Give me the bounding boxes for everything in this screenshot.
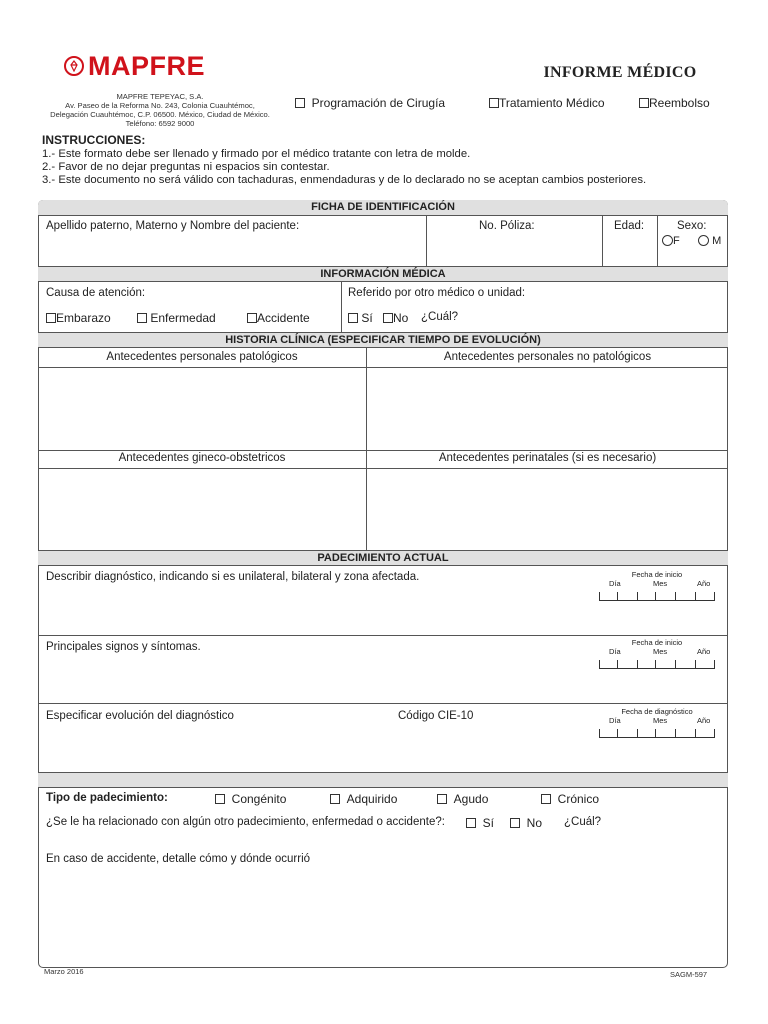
tipo-label: Tipo de padecimiento: bbox=[46, 792, 168, 804]
patologicos-label: Antecedentes personales patológicos bbox=[106, 351, 298, 363]
checkbox[interactable] bbox=[639, 98, 649, 108]
sex-male-option[interactable]: M bbox=[698, 235, 721, 247]
related-question: ¿Se le ha relacionado con algún otro padecimiento, enfermedad o accidente?: bbox=[46, 816, 445, 828]
option-tratamiento[interactable]: Tratamiento Médico bbox=[489, 96, 605, 110]
checkbox[interactable] bbox=[46, 313, 56, 323]
mapfre-logo bbox=[64, 52, 205, 80]
checkbox[interactable] bbox=[466, 818, 476, 828]
checkbox[interactable] bbox=[137, 313, 147, 323]
evolucion-label: Especificar evolución del diagnóstico bbox=[46, 710, 234, 722]
tipo-adquirido[interactable]: Adquirido bbox=[330, 792, 397, 806]
related-cual-label: ¿Cuál? bbox=[564, 816, 602, 828]
referred-cual-label: ¿Cuál? bbox=[421, 311, 459, 323]
related-no[interactable]: No bbox=[510, 816, 542, 830]
accident-detail-label: En caso de accidente, detalle cómo y dónde ocurrió bbox=[46, 853, 311, 865]
company-address: MAPFRE TEPEYAC, S.A. Av. Paseo de la Reforma No. 243, Colonia Cuauhtémoc, Delegación Cuauhtémoc, C.P. 06500. México, Ciudad de México. Teléfono: 6592 9000 bbox=[50, 92, 270, 128]
instructions-heading: INSTRUCCIONES: bbox=[42, 133, 146, 147]
cause-embarazo[interactable]: Embarazo bbox=[46, 311, 111, 325]
fecha-inicio-signos[interactable]: Fecha de inicio Día Mes Año bbox=[597, 638, 717, 674]
age-label: Edad: bbox=[614, 220, 645, 232]
referred-no[interactable]: No bbox=[383, 311, 408, 325]
checkbox[interactable] bbox=[247, 313, 257, 323]
diagnostico-label: Describir diagnóstico, indicando si es unilateral, bilateral y zona afectada. bbox=[46, 571, 420, 583]
padecimiento-header: PADECIMIENTO ACTUAL bbox=[38, 550, 728, 566]
instruction-3: 3.- Este documento no será válido con tachaduras, enmendaduras y de lo declarado no se aceptan cambios posteriores. bbox=[42, 174, 647, 186]
radio-button[interactable] bbox=[698, 235, 709, 246]
checkbox[interactable] bbox=[437, 794, 447, 804]
policy-label: No. Póliza: bbox=[479, 220, 535, 232]
no-patologicos-label: Antecedentes personales no patológicos bbox=[443, 351, 652, 363]
cause-accidente[interactable]: Accidente bbox=[247, 311, 310, 325]
option-reembolso[interactable]: Reembolso bbox=[639, 96, 710, 110]
gineco-label: Antecedentes gineco-obstetricos bbox=[118, 452, 286, 464]
sex-label: Sexo: bbox=[677, 220, 707, 232]
section-separator bbox=[38, 772, 728, 788]
signos-label: Principales signos y síntomas. bbox=[46, 641, 201, 653]
tipo-agudo[interactable]: Agudo bbox=[437, 792, 488, 806]
checkbox[interactable] bbox=[541, 794, 551, 804]
checkbox[interactable] bbox=[510, 818, 520, 828]
checkbox[interactable] bbox=[383, 313, 393, 323]
radio-button[interactable] bbox=[662, 235, 673, 246]
tipo-cronico[interactable]: Crónico bbox=[541, 792, 599, 806]
patient-name-label: Apellido paterno, Materno y Nombre del paciente: bbox=[46, 220, 300, 232]
cause-label: Causa de atención: bbox=[46, 287, 146, 299]
cause-enfermedad[interactable]: Enfermedad bbox=[137, 311, 216, 325]
footer-code: SAGM-597 bbox=[670, 970, 708, 979]
checkbox[interactable] bbox=[348, 313, 358, 323]
ficha-header: FICHA DE IDENTIFICACIÓN bbox=[38, 200, 728, 216]
brand-name: MAPFRE bbox=[88, 51, 205, 81]
instruction-1: 1.- Este formato debe ser llenado y firmado por el médico tratante con letra de molde. bbox=[42, 148, 471, 160]
footer-date: Marzo 2016 bbox=[44, 967, 84, 976]
sex-female-option[interactable]: F bbox=[662, 235, 680, 247]
related-si[interactable]: Sí bbox=[466, 816, 494, 830]
checkbox[interactable] bbox=[295, 98, 305, 108]
referred-label: Referido por otro médico o unidad: bbox=[348, 287, 526, 299]
option-programacion[interactable]: Programación de Cirugía bbox=[295, 96, 445, 110]
fecha-inicio-diagnostico[interactable]: Fecha de inicio Día Mes Año bbox=[597, 570, 717, 606]
fecha-diagnostico[interactable]: Fecha de diagnóstico Día Mes Año bbox=[597, 707, 717, 743]
instruction-2: 2.- Favor de no dejar preguntas ni espacios sin contestar. bbox=[42, 161, 330, 173]
perinatales-label: Antecedentes perinatales (si es necesario) bbox=[438, 452, 657, 464]
mapfre-emblem-icon bbox=[64, 56, 84, 76]
cie-label: Código CIE-10 bbox=[398, 710, 474, 722]
checkbox[interactable] bbox=[489, 98, 499, 108]
referred-si[interactable]: Sí bbox=[348, 311, 373, 325]
form-title: INFORME MÉDICO bbox=[543, 64, 697, 81]
tipo-congenito[interactable]: Congénito bbox=[215, 792, 286, 806]
info-medica-header: INFORMACIÓN MÉDICA bbox=[38, 266, 728, 282]
checkbox[interactable] bbox=[330, 794, 340, 804]
checkbox[interactable] bbox=[215, 794, 225, 804]
historia-header: HISTORIA CLÍNICA (ESPECIFICAR TIEMPO DE EVOLUCIÓN) bbox=[38, 332, 728, 348]
